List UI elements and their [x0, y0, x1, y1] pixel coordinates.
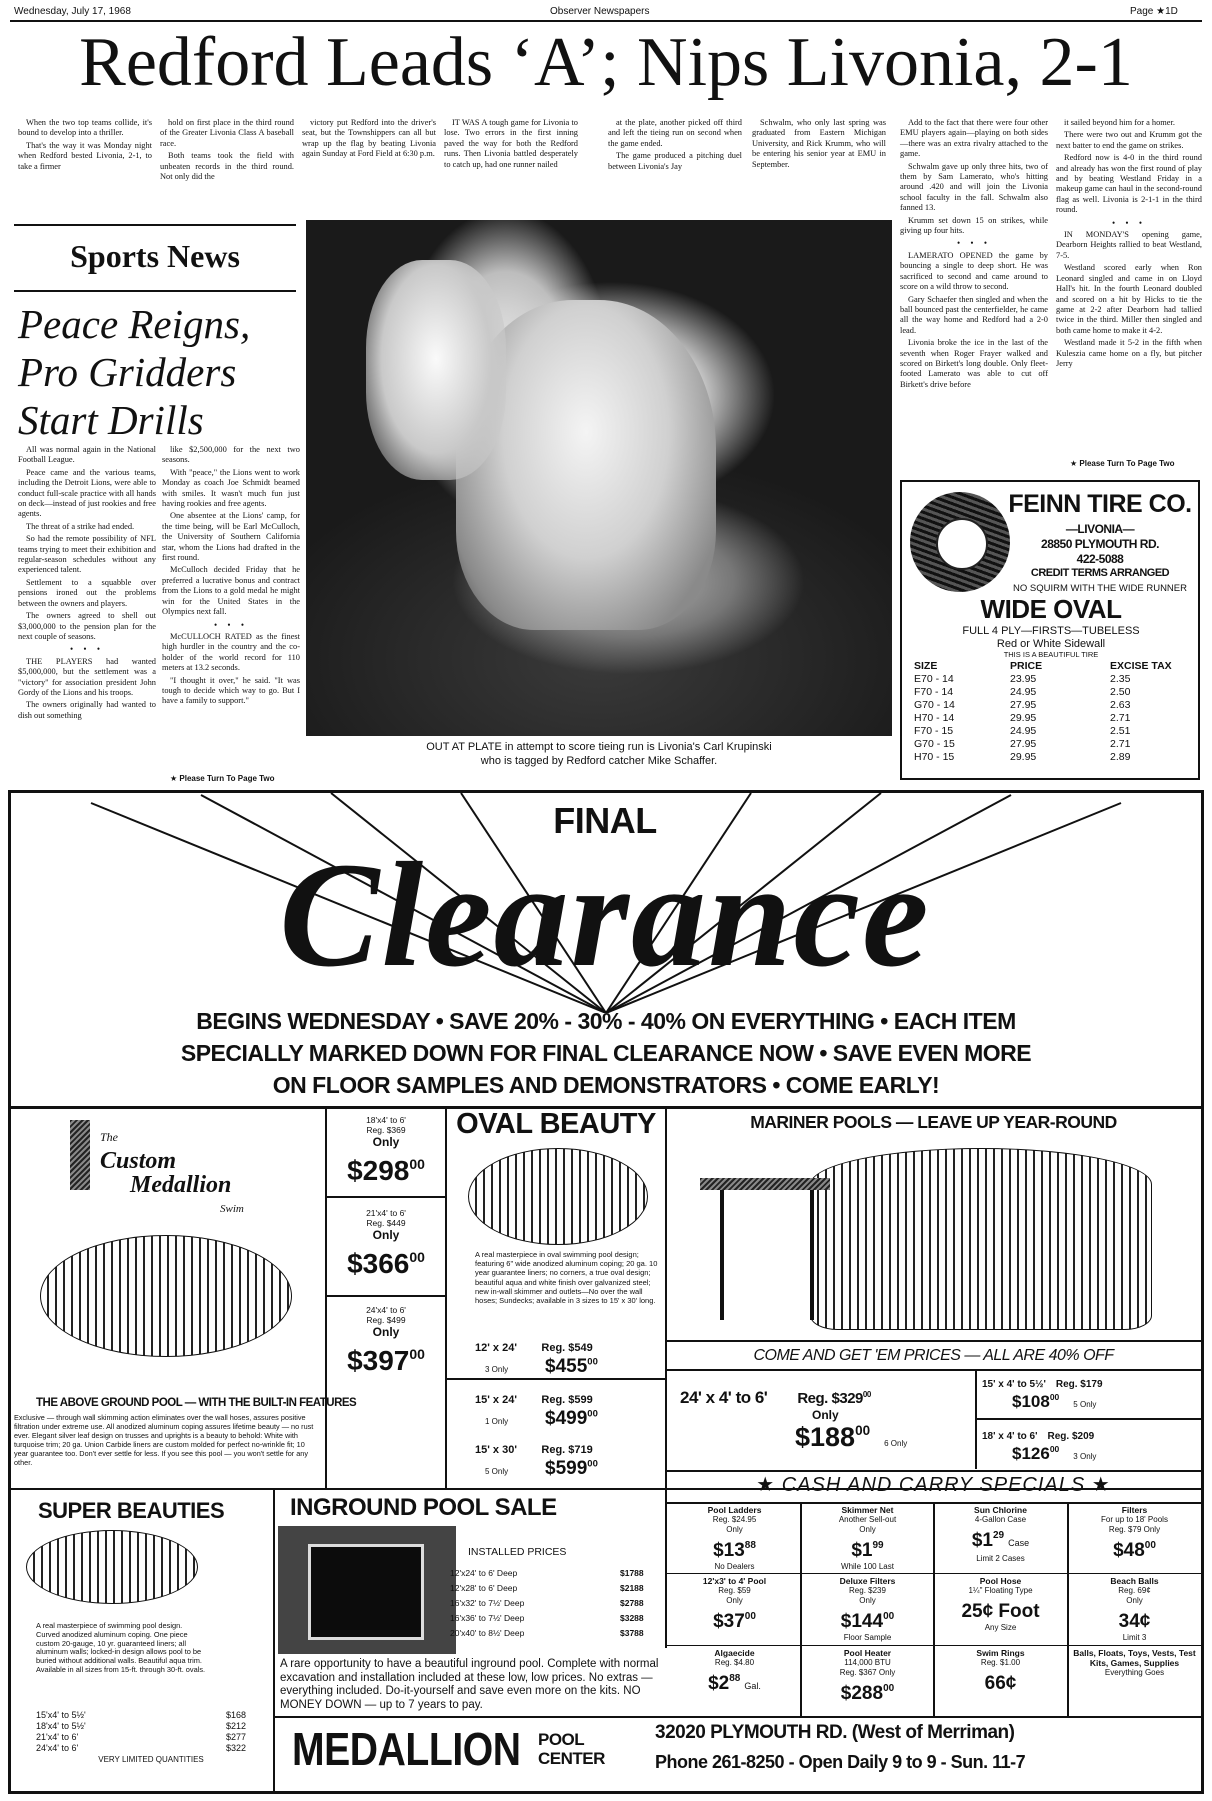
special-item [935, 1576, 1066, 1633]
mariner-pool-illustration [700, 1148, 1160, 1333]
special-title: Balls, Floats, Toys, Vests, Test Kits, Games, Supplies [1073, 1648, 1196, 1668]
special-detail: Another Sell-out [838, 1515, 897, 1524]
special-detail: Reg. $239 [849, 1586, 886, 1595]
oval-desc: A real masterpiece in oval swimming pool design; featuring 6" wide anodized aluminum coping; 20 ga. 10 year guarantee liners; no corners, a true oval design; beautiful aqua and white finish over galvanized steel; new in-wall skimmer and outlets—No over the wall hoses; Sundecks; available in 3 sizes to 15' x 30' long. [475, 1250, 658, 1306]
story-col-2: hold on first place in the third round of the Greater Livonia Class A baseball race. Both teams took the field with unbeaten records in the third round. Not only did the [160, 118, 294, 182]
clearance-final: FINAL [520, 800, 690, 842]
special-detail: Only [1126, 1596, 1143, 1605]
special-item [935, 1648, 1066, 1695]
special-item [1069, 1505, 1200, 1562]
special-price: $\$1^{99}$ [851, 1540, 884, 1561]
mariner-small-1: 15' x 4' to 5½' Reg. $179 $\$108^{00}$ 5 Only [982, 1379, 1103, 1411]
peace-headline: Peace Reigns, Pro Gridders Start Drills [18, 301, 251, 443]
medallion-pool-illustration [40, 1235, 292, 1357]
medallion-price-2: 21'x4' to 6' Reg. $449 Only $\$366^{00}$ [347, 1208, 425, 1280]
mariner-title: MARINER POOLS — LEAVE UP YEAR-ROUND [750, 1112, 1117, 1132]
special-detail: 114,000 BTU [844, 1658, 891, 1667]
medallion-desc: Exclusive — through wall skimming action eliminates over the wall hoses, assures positive filtration under extreme use. All anodized aluminum coping assures lifetime beauty — no rust ever. Elegant silver leaf design on trusses and uprights is a beauty to behold: White with turquoise trim; 20 ga. Union Carbide liners are custom molded for perfect no-wrinkle fit; 10 year guarantee too. Don't ever settle for less. If you see this pool — you won't settle for any other. [14, 1413, 314, 1467]
special-title: Algaecide [714, 1648, 755, 1658]
super-title: SUPER BEAUTIES [38, 1498, 225, 1523]
special-note: Everything Goes [1104, 1668, 1165, 1677]
special-item [1069, 1576, 1200, 1643]
clearance-line-3: ON FLOOR SAMPLES AND DEMONSTRATORS • COME EARLY! [272, 1072, 940, 1098]
tire-product: WIDE OVAL [980, 594, 1122, 624]
photo-caption: OUT AT PLATE in attempt to score tieing run is Livonia's Carl Krupinski who is tagged by Redford catcher Mike Schaffer. [426, 741, 772, 767]
special-price: 25¢ Foot [961, 1601, 1040, 1622]
story-col-3: victory put Redford into the driver's seat, but the Townshippers can all but wrap up the flag by beating Livonia again Sunday at Ford Field at 6:30 p.m. [302, 118, 436, 159]
medallion-logo: The Custom Medallion Swim [100, 1130, 244, 1215]
clearance-line-2: SPECIALLY MARKED DOWN FOR FINAL CLEARANCE NOW • SAVE EVEN MORE [180, 1040, 1032, 1066]
special-item [669, 1505, 800, 1572]
tire-beautiful: THIS IS A BEAUTIFUL TIRE [1003, 650, 1099, 659]
medallion-title: THE ABOVE GROUND POOL — WITH THE BUILT-IN FEATURES [36, 1397, 357, 1409]
story-col-6: Schwalm, who only last spring was graduated from Eastern Michigan University, and Rick Krumm, who will be entering his senior year at EMU in September. [752, 118, 886, 169]
special-detail: Only [859, 1525, 876, 1534]
peace-col-1: All was normal again in the National Football League. Peace came and the various teams, including the Detroit Lions, were able to conduct full-scale practice with all hands on deck—instead of just rookies and free agents. The threat of a strike had ended. So had the remote possibility of NFL teams trying to meet their exhibition and regular-season schedules without any experienced talent. Settlement to a squabble over pensions ironed out the problems between the owners and players. The owners agreed to shell out $3,000,000 to the pension plan for the next couple of seasons. • • • THE PLAYERS had wanted $5,000,000, but the settlement was a "victory" for association president John Gordy of the Lions and his troops. The owners originally had wanted to dish out something [18, 445, 156, 720]
special-item [802, 1505, 933, 1572]
deck-ladder-icon [700, 1178, 830, 1190]
special-price: 34¢ [1118, 1611, 1151, 1632]
special-note: Limit 3 [1122, 1633, 1147, 1642]
special-price: $\$48^{00}$ [1113, 1540, 1156, 1561]
super-desc: A real masterpiece of swimming pool design. Curved anodized aluminum coping. One piece custom 20-gauge, 10 yr. guaranteed liners; all aluminum walls; locked-in design allows pool to be buried without additional walls. Beautiful aqua trim. Available in all sizes from 15-ft. through 30-ft. ovals. [36, 1621, 206, 1674]
special-note: Any Size [984, 1623, 1017, 1632]
special-title: Swim Rings [976, 1648, 1025, 1658]
mariner-small-2: 18' x 4' to 6' Reg. $209 $\$126^{00}$ 3 Only [982, 1431, 1097, 1463]
special-note: While 100 Last [841, 1562, 894, 1571]
tire-icon [910, 492, 1010, 592]
special-title: Pool Ladders [707, 1505, 762, 1515]
special-detail: 4-Gallon Case [974, 1515, 1027, 1524]
peace-jump: ★ Please Turn To Page Two [170, 774, 275, 783]
oval-pool-illustration [468, 1148, 648, 1245]
tire-city: —LIVONIA— [1065, 522, 1135, 536]
special-detail: Only [726, 1525, 743, 1534]
special-title: 12'x3' to 4' Pool [702, 1576, 767, 1586]
special-price: $\$2^{88}Gal$. [708, 1673, 761, 1694]
story-col-1: When the two top teams collide, it's bound to develop into a thriller. That's the way it was Monday night when Redford bested Livonia, 2-1, to take a firmer [18, 118, 152, 171]
tire-price-table: SIZE PRICE EXCISE TAX E70 - 14 23.95 2.35 F70 - 14 24.95 2.50 G70 - 14 27.95 2.63 H70 - 14 29.95 2.71 F70 - 15 24.95 2.51 G70 - 15 27.95 2.71 H70 - 15 29.95 2.89 [914, 660, 1172, 763]
special-detail: Reg. 69¢ [1118, 1586, 1151, 1595]
store-name: MEDALLION [292, 1723, 521, 1775]
special-note: Limit 2 Cases [976, 1554, 1025, 1563]
mariner-banner: COME AND GET 'EM PRICES — ALL ARE 40% OFF [753, 1347, 1114, 1364]
special-price: $\$37^{00}$ [713, 1611, 756, 1632]
super-prices: 15'x4' to 5½' $168 18'x4' to 5½' $212 21'x4' to 6' $277 24'x4' to 6' $322 VERY LIMITED QUANTITIES [36, 1710, 247, 1764]
inground-desc: A rare opportunity to have a beautiful inground pool. Complete with normal excavation and installation included at these low, low prices. No extras — everything included. Do-it-yourself and save even more on the kits. NO MONEY DOWN — up to 7 years to pay. [280, 1658, 659, 1711]
special-note: Floor Sample [843, 1633, 892, 1642]
special-detail: Only [859, 1596, 876, 1605]
special-title: Beach Balls [1110, 1576, 1159, 1586]
story-col-5: at the plate, another picked off third and left the tieing run on second when the game ended. The game produced a pitching duel between Livonia's Jay [608, 118, 742, 171]
oval-price-1: 12' x 24' Reg. $549 3 Only $\$455^{00}$ [475, 1342, 598, 1377]
special-detail: Reg. $59 [718, 1586, 751, 1595]
tire-spec: FULL 4 PLY—FIRSTS—TUBELESS [962, 625, 1140, 637]
story-col-7: Add to the fact that there were four other EMU players again—playing on both sides—there was an extra rivalry attached to the game. Schwalm gave up only three hits, two of them by Sam Lamerato, who's hitting around .420 and will join the Livonia school faculty in the fall. Schwalm also fanned 13. Krumm set down 15 on strikes, while giving up four hits. • • • LAMERATO OPENED the game by bouncing a single to deep short. He was sacrificed to second and came around to score on a wild throw to second. Gary Schaefer then singled and when the ball bounced past the centerfielder, he came all the way home and Redford had a 2-0 lead. Livonia broke the ice in the last of the seventh when Roger Frayer walked and scored on Birkett's long double. Only fleet-footed Lamerato was able to cut off Birkett's drive before [900, 118, 1048, 389]
special-price: $\$144^{00}$ [840, 1611, 895, 1632]
super-pool-illustration [26, 1530, 198, 1604]
special-price: $\$1^{29}Case$ [971, 1530, 1030, 1551]
story-jump: ★ Please Turn To Page Two [1070, 459, 1175, 468]
special-item [935, 1505, 1066, 1564]
oval-price-2: 15' x 24' Reg. $599 1 Only $\$499^{00}$ [475, 1394, 598, 1429]
masthead-paper: Observer Newspapers [550, 6, 650, 17]
medallion-ribbon-icon [70, 1120, 90, 1190]
mariner-main: 24' x 4' to 6' Reg. $\$329^{00}$ Only $\$188^{00}$ 6 Only [680, 1388, 908, 1452]
store-address: 32020 PLYMOUTH RD. (West of Merriman) [655, 1722, 1015, 1743]
special-title: Pool Hose [979, 1576, 1022, 1586]
oval-price-3: 15' x 30' Reg. $719 5 Only $\$599^{00}$ [475, 1444, 598, 1479]
special-detail: Only [726, 1596, 743, 1605]
inground-title: INGROUND POOL SALE [290, 1494, 557, 1521]
tire-phone: 422-5088 [1076, 552, 1124, 566]
tire-color: Red or White Sidewall [996, 638, 1106, 650]
special-item [802, 1648, 933, 1705]
medallion-price-1: 18'x4' to 6' Reg. $369 Only $\$298^{00}$ [347, 1115, 425, 1187]
special-detail: Reg. $24.95 [712, 1515, 757, 1524]
medallion-price-3: 24'x4' to 6' Reg. $499 Only $\$397^{00}$ [347, 1305, 425, 1377]
section-sports-news: Sports News [70, 238, 240, 274]
special-price: $\$13^{88}$ [713, 1540, 756, 1561]
tire-address: 28850 PLYMOUTH RD. [1041, 537, 1159, 551]
tire-ad [900, 480, 1200, 780]
special-price: $\$288^{00}$ [840, 1683, 895, 1704]
story-col-4: IT WAS A tough game for Livonia to lose. Two errors in the first inning paved the way for both the Redford runs. Then Livonia battled desperately to catch up, had one runner nailed [444, 118, 578, 169]
catcher-figure [366, 260, 506, 480]
special-item [669, 1648, 800, 1697]
tire-tagline: NO SQUIRM WITH THE WIDE RUNNER [1013, 583, 1187, 594]
special-detail: Reg. $1.00 [980, 1658, 1021, 1667]
clearance-line-1: BEGINS WEDNESDAY • SAVE 20% - 30% - 40% ON EVERYTHING • EACH ITEM [196, 1008, 1016, 1034]
inground-prices: 12'x24' to 6' Deep $1788 12'x28' to 6' Deep $2188 16'x32' to 7½' Deep $2788 16'x36' to 7½' Deep $3288 20'x40' to 8½' Deep $3788 [450, 1568, 644, 1638]
store-pool-center: POOL CENTER [538, 1730, 605, 1768]
special-title: Pool Heater [843, 1648, 892, 1658]
special-detail: For up to 18' Pools [1101, 1515, 1168, 1524]
special-price: 66¢ [984, 1673, 1017, 1694]
story-col-8: it sailed beyond him for a homer. There were two out and Krumm got the next batter to end the game on strikes. Redford now is 4-0 in the third round and already has won the first round of play and by beating Westland Friday in a makeup game can haul in the second-round flag as well. Livonia is 2-1-1 in the third round. • • • IN MONDAY'S opening game, Dearborn Heights rallied to beat Westland, 7-5. Westland scored early when Ron Leonard singled and came in on Lloyd Hall's hit. In the fourth Leonard doubled and scored on a hit by Hicks to tie the game at 2-2 after Dearborn had tallied twice in the third. Miller then singled and both came home to make it 4-2. Westland made it 5-2 in the fifth when Kuleszia came home on a fly, but pitcher Jerry [1056, 118, 1202, 368]
masthead-page: Page ★1D [1130, 6, 1178, 17]
inground-sub: INSTALLED PRICES [468, 1546, 567, 1558]
special-item [1069, 1648, 1200, 1678]
oval-title: OVAL BEAUTY [456, 1108, 656, 1140]
special-title: Skimmer Net [841, 1505, 894, 1515]
headline: Redford Leads ‘A’; Nips Livonia, 2-1 [79, 24, 1133, 101]
cash-title: ★ CASH AND CARRY SPECIALS ★ [756, 1474, 1111, 1496]
peace-col-2: like $2,500,000 for the next two seasons. With "peace," the Lions went to work Monday as coach Joe Schmidt beamed with smiles. It wasn't much fun just having rookies and free agents. One absentee at the Lions' camp, for the time being, will be Earl McCulloch, the University of Southern California star, whom the Lions had drafted in the first round. McCulloch decided Friday that he preferred a lucrative bonus and contract from the Lions to a gold medal he might win for the United States in the Olympics next fall. • • • McCULLOCH RATED as the finest high hurdler in the country and the co-holder of the world record for 110 meters at 13.2 seconds. "I thought it over," he said. "It was tough to decide which way to go. But I have a family to support." [162, 445, 300, 706]
clearance-script: Clearance [279, 832, 931, 998]
special-detail: Reg. $79 Only [1108, 1525, 1161, 1534]
tire-name: FEINN TIRE CO. [1008, 490, 1192, 518]
inground-pool-illustration [278, 1526, 456, 1654]
store-phone: Phone 261-8250 - Open Daily 9 to 9 - Sun. 11-7 [655, 1752, 1026, 1772]
special-note: No Dealers [714, 1562, 755, 1571]
tire-credit: CREDIT TERMS ARRANGED [1030, 567, 1170, 579]
special-item [669, 1576, 800, 1633]
baseball-photo [306, 220, 892, 736]
special-detail: Reg. $367 Only [839, 1668, 896, 1677]
special-detail: Reg. $4.80 [714, 1658, 755, 1667]
special-detail: 1¼" Floating Type [968, 1586, 1033, 1595]
special-title: Sun Chlorine [974, 1505, 1027, 1515]
special-item [802, 1576, 933, 1643]
special-title: Deluxe Filters [839, 1576, 896, 1586]
masthead-date: Wednesday, July 17, 1968 [14, 6, 131, 17]
special-title: Filters [1121, 1505, 1148, 1515]
